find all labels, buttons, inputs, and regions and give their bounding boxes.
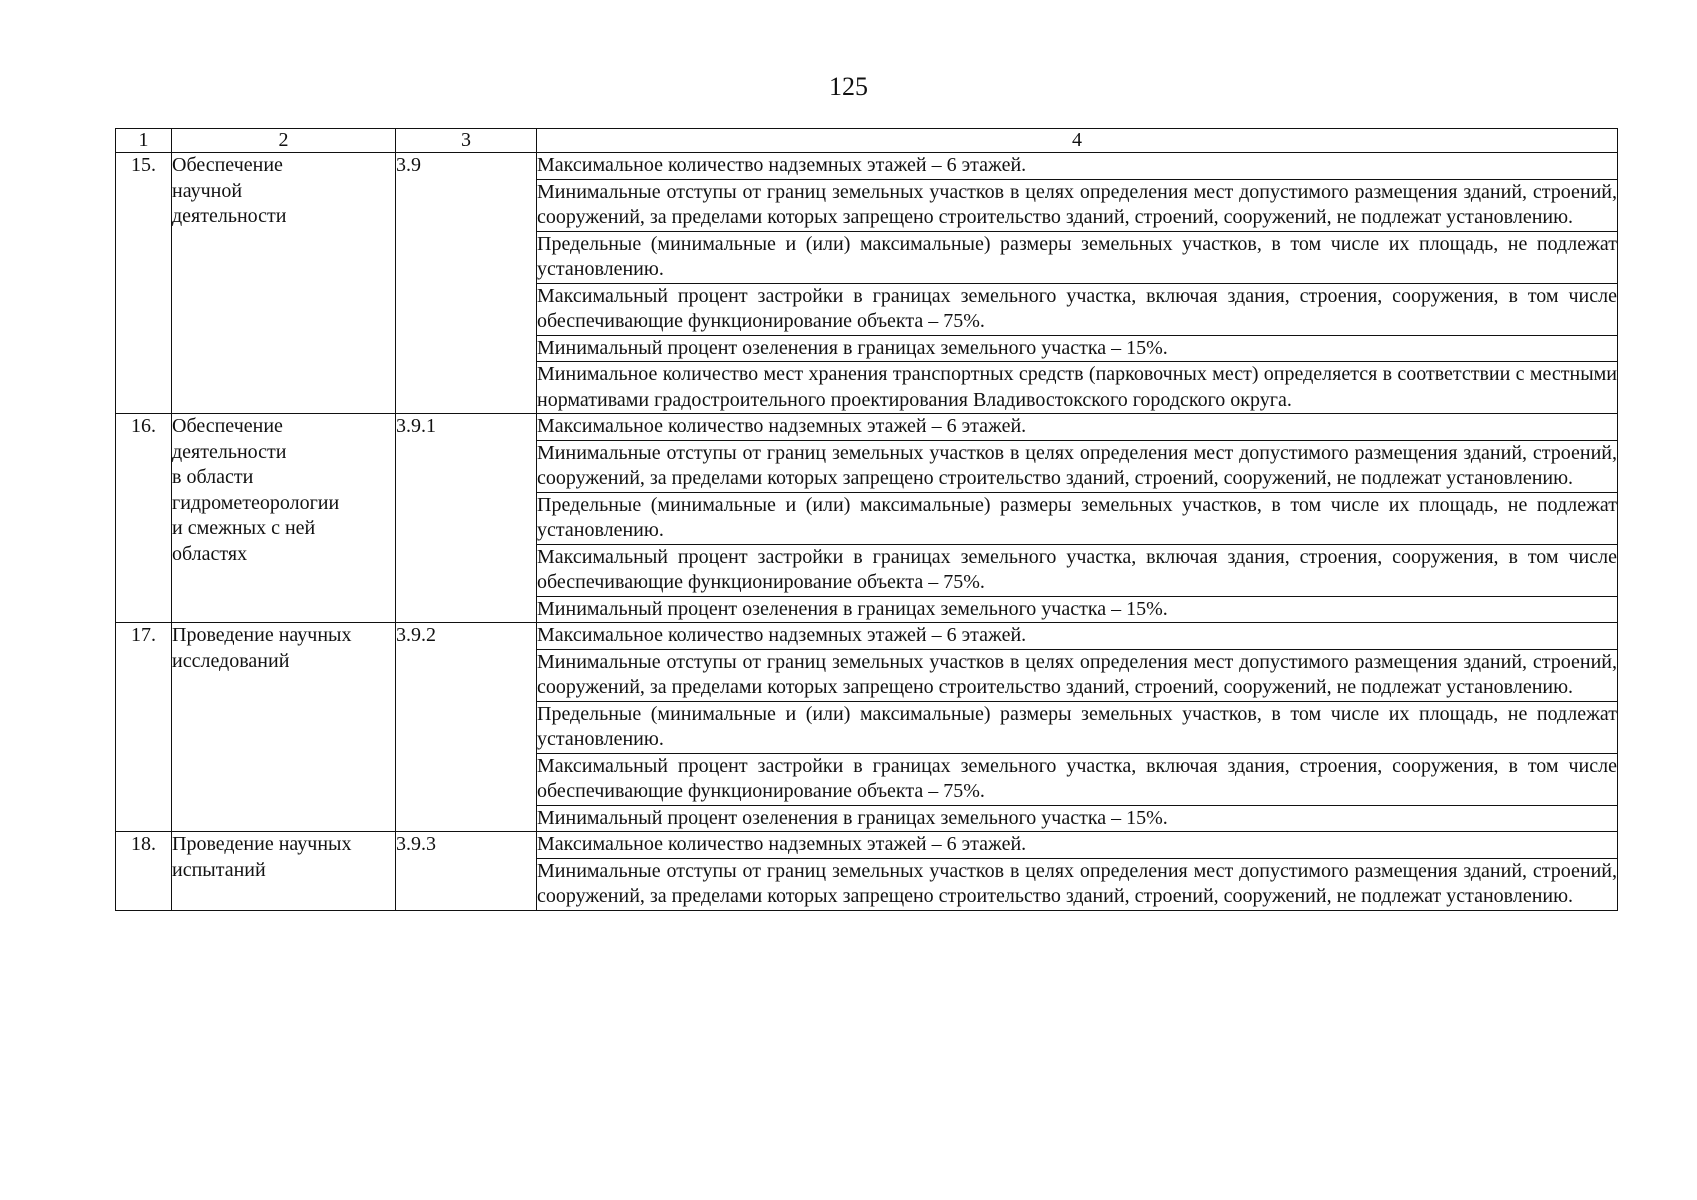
table-row <box>116 414 1618 441</box>
parameter-text: Минимальные отступы от границ земельных участков в целях определения мест допустимого размещения зданий, строений, сооружений, за пределами которых запрещено строительство зданий, строений, сооружений, не подлежат установлению. <box>537 179 1618 231</box>
table-row <box>116 832 1618 859</box>
use-type-name: Обеспечение научной деятельности <box>172 153 396 414</box>
use-type-name: Проведение научных испытаний <box>172 832 396 911</box>
header-row <box>116 129 1618 153</box>
parameter-text: Максимальное количество надземных этажей – 6 этажей. <box>537 832 1618 859</box>
parameter-text: Предельные (минимальные и (или) максимальные) размеры земельных участков, в том числе их площадь, не подлежат установлению. <box>537 492 1618 544</box>
parameter-text: Максимальный процент застройки в границах земельного участка, включая здания, строения, сооружения, в том числе обеспечивающие функционирование объекта – 75%. <box>537 753 1618 805</box>
parameter-text: Минимальные отступы от границ земельных участков в целях определения мест допустимого размещения зданий, строений, сооружений, за пределами которых запрещено строительство зданий, строений, сооружений, не подлежат установлению. <box>537 858 1618 910</box>
use-type-code: 3.9.1 <box>396 414 537 623</box>
use-type-name: Обеспечение деятельности в области гидрометеорологии и смежных с ней областях <box>172 414 396 623</box>
header-cell-1: 1 <box>116 129 172 153</box>
parameter-text: Минимальные отступы от границ земельных участков в целях определения мест допустимого размещения зданий, строений, сооружений, за пределами которых запрещено строительство зданий, строений, сооружений, не подлежат установлению. <box>537 440 1618 492</box>
parameter-text: Максимальное количество надземных этажей – 6 этажей. <box>537 623 1618 650</box>
parameter-text: Предельные (минимальные и (или) максимальные) размеры земельных участков, в том числе их площадь, не подлежат установлению. <box>537 231 1618 283</box>
use-type-name: Проведение научных исследований <box>172 623 396 832</box>
row-number: 18. <box>116 832 172 911</box>
parameter-text: Минимальный процент озеленения в границах земельного участка – 15%. <box>537 335 1618 362</box>
row-number: 15. <box>116 153 172 414</box>
parameter-text: Минимальные отступы от границ земельных участков в целях определения мест допустимого размещения зданий, строений, сооружений, за пределами которых запрещено строительство зданий, строений, сооружений, не подлежат установлению. <box>537 649 1618 701</box>
use-type-code: 3.9.2 <box>396 623 537 832</box>
page-number: 125 <box>829 72 868 101</box>
parameter-text: Минимальное количество мест хранения транспортных средств (парковочных мест) определяется в соответствии с местными нормативами градостроительного проектирования Владивостокского городского округа. <box>537 362 1618 414</box>
header-cell-4: 4 <box>537 129 1618 153</box>
parameter-text: Максимальное количество надземных этажей – 6 этажей. <box>537 414 1618 441</box>
row-number: 17. <box>116 623 172 832</box>
regulations-table <box>115 128 1618 911</box>
row-number: 16. <box>116 414 172 623</box>
use-type-code: 3.9 <box>396 153 537 414</box>
table-row <box>116 153 1618 180</box>
parameter-text: Минимальный процент озеленения в границах земельного участка – 15%. <box>537 596 1618 623</box>
use-type-code: 3.9.3 <box>396 832 537 911</box>
header-cell-3: 3 <box>396 129 537 153</box>
parameter-text: Максимальный процент застройки в границах земельного участка, включая здания, строения, сооружения, в том числе обеспечивающие функционирование объекта – 75%. <box>537 283 1618 335</box>
header-cell-2: 2 <box>172 129 396 153</box>
table-row <box>116 623 1618 650</box>
parameter-text: Максимальное количество надземных этажей – 6 этажей. <box>537 153 1618 180</box>
table-body <box>116 129 1618 911</box>
parameter-text: Предельные (минимальные и (или) максимальные) размеры земельных участков, в том числе их площадь, не подлежат установлению. <box>537 701 1618 753</box>
parameter-text: Максимальный процент застройки в границах земельного участка, включая здания, строения, сооружения, в том числе обеспечивающие функционирование объекта – 75%. <box>537 544 1618 596</box>
parameter-text: Минимальный процент озеленения в границах земельного участка – 15%. <box>537 805 1618 832</box>
